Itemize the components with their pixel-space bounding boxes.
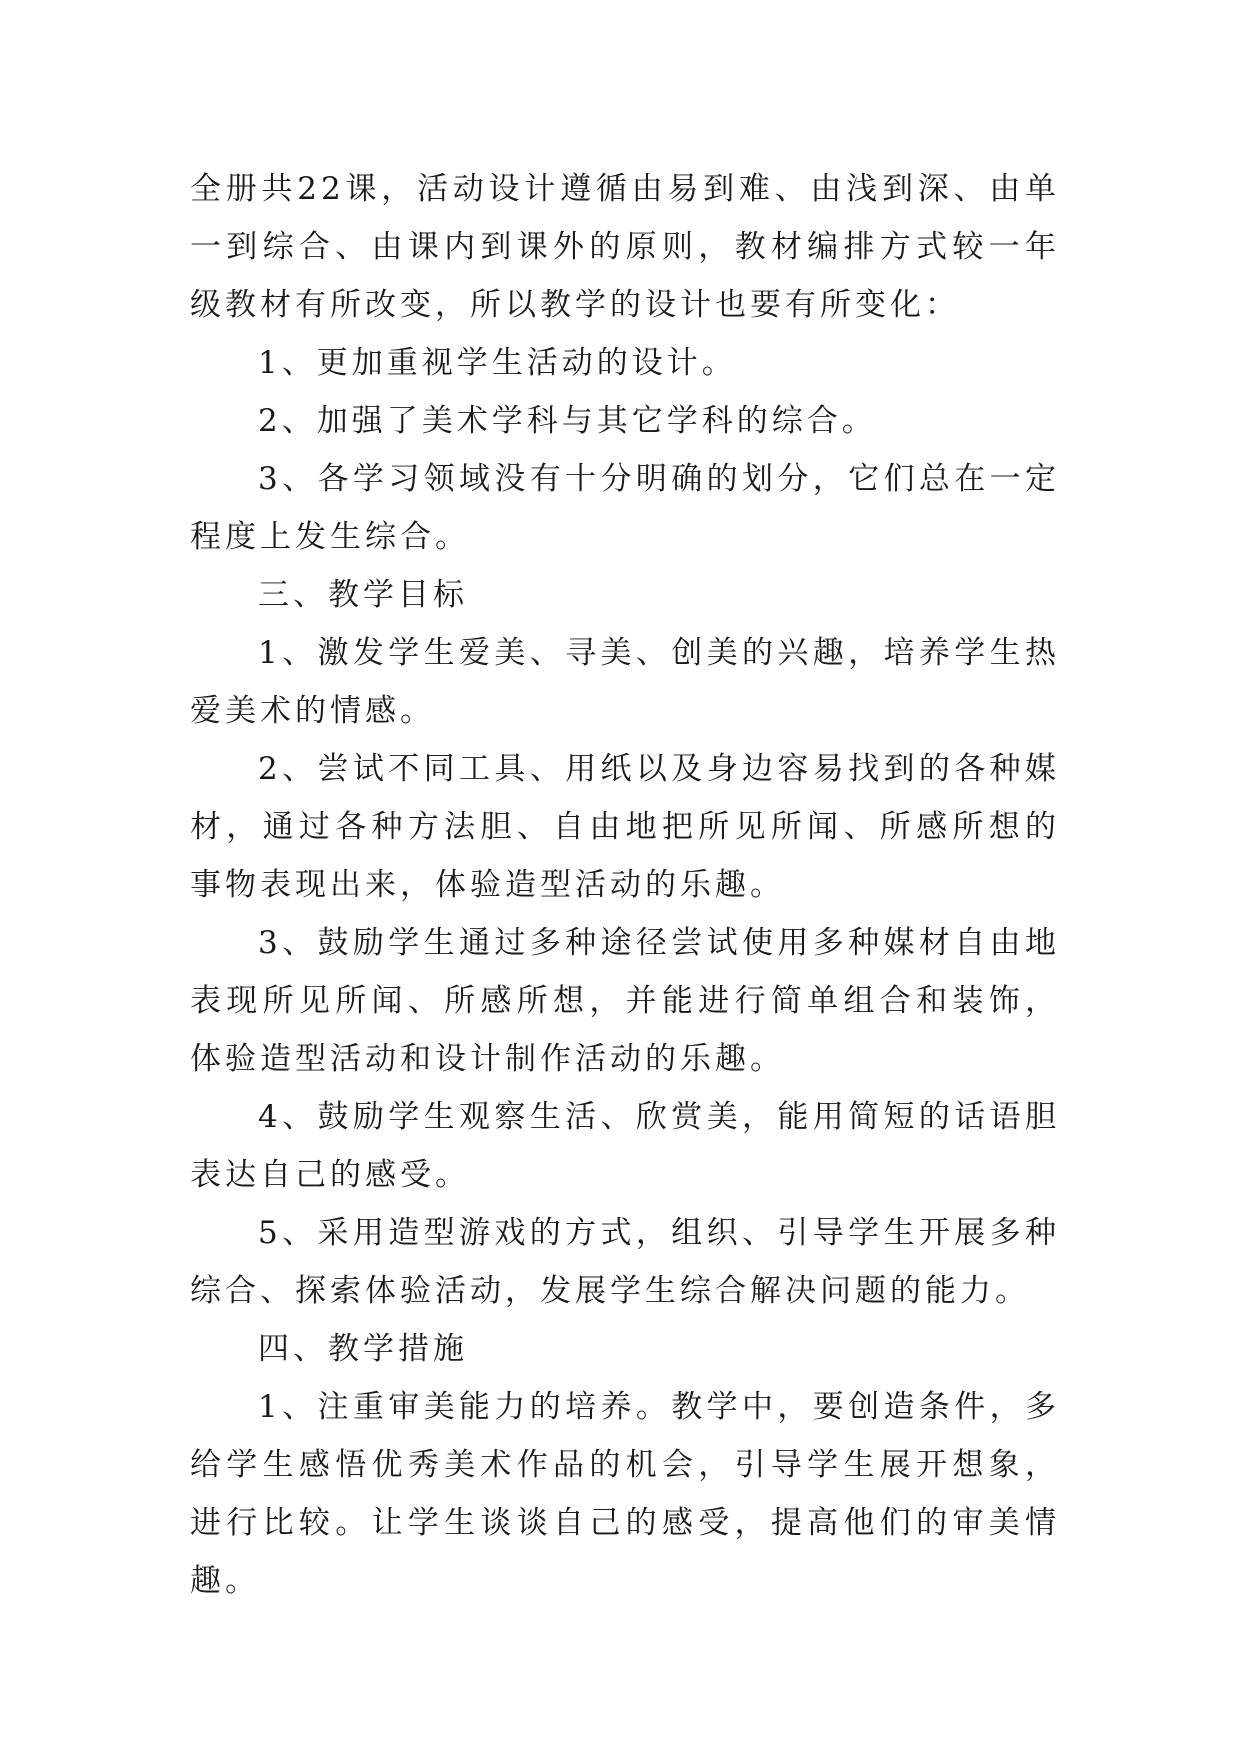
paragraph-goal-3: 3、鼓励学生通过多种途径尝试使用多种媒材自由地表现所见所闻、所感所想，并能进行简单组合和装饰，体验造型活动和设计制作活动的乐趣。: [190, 925, 1060, 1077]
paragraph-item-2: 2、加强了美术学科与其它学科的综合。: [258, 403, 877, 439]
paragraph-goal-4: 4、鼓励学生观察生活、欣赏美，能用简短的话语胆表达自己的感受。: [190, 1099, 1060, 1193]
paragraph-item-1: 1、更加重视学生活动的设计。: [258, 345, 737, 381]
paragraph-goal-1: 1、激发学生爱美、寻美、创美的兴趣，培养学生热爱美术的情感。: [190, 635, 1060, 729]
paragraph-measure-1: 1、注重审美能力的培养。教学中，要创造条件，多给学生感悟优秀美术作品的机会，引导学生展开想象，进行比较。让学生谈谈自己的感受，提高他们的审美情趣。: [190, 1389, 1060, 1599]
document-body: [190, 160, 1060, 1610]
paragraph-goal-5: 5、采用造型游戏的方式，组织、引导学生开展多种综合、探索体验活动，发展学生综合解决问题的能力。: [190, 1215, 1060, 1309]
section-heading-teaching-goals: 三、教学目标: [258, 577, 468, 613]
paragraph-goal-2: 2、尝试不同工具、用纸以及身边容易找到的各种媒材，通过各种方法胆、自由地把所见所闻、所感所想的事物表现出来，体验造型活动的乐趣。: [190, 751, 1060, 903]
paragraph-item-3: 3、各学习领域没有十分明确的划分，它们总在一定程度上发生综合。: [190, 461, 1060, 555]
paragraph-intro: 全册共22课，活动设计遵循由易到难、由浅到深、由单一到综合、由课内到课外的原则，教材编排方式较一年级教材有所改变，所以教学的设计也要有所变化：: [190, 171, 1060, 323]
section-heading-teaching-measures: 四、教学措施: [258, 1331, 468, 1367]
